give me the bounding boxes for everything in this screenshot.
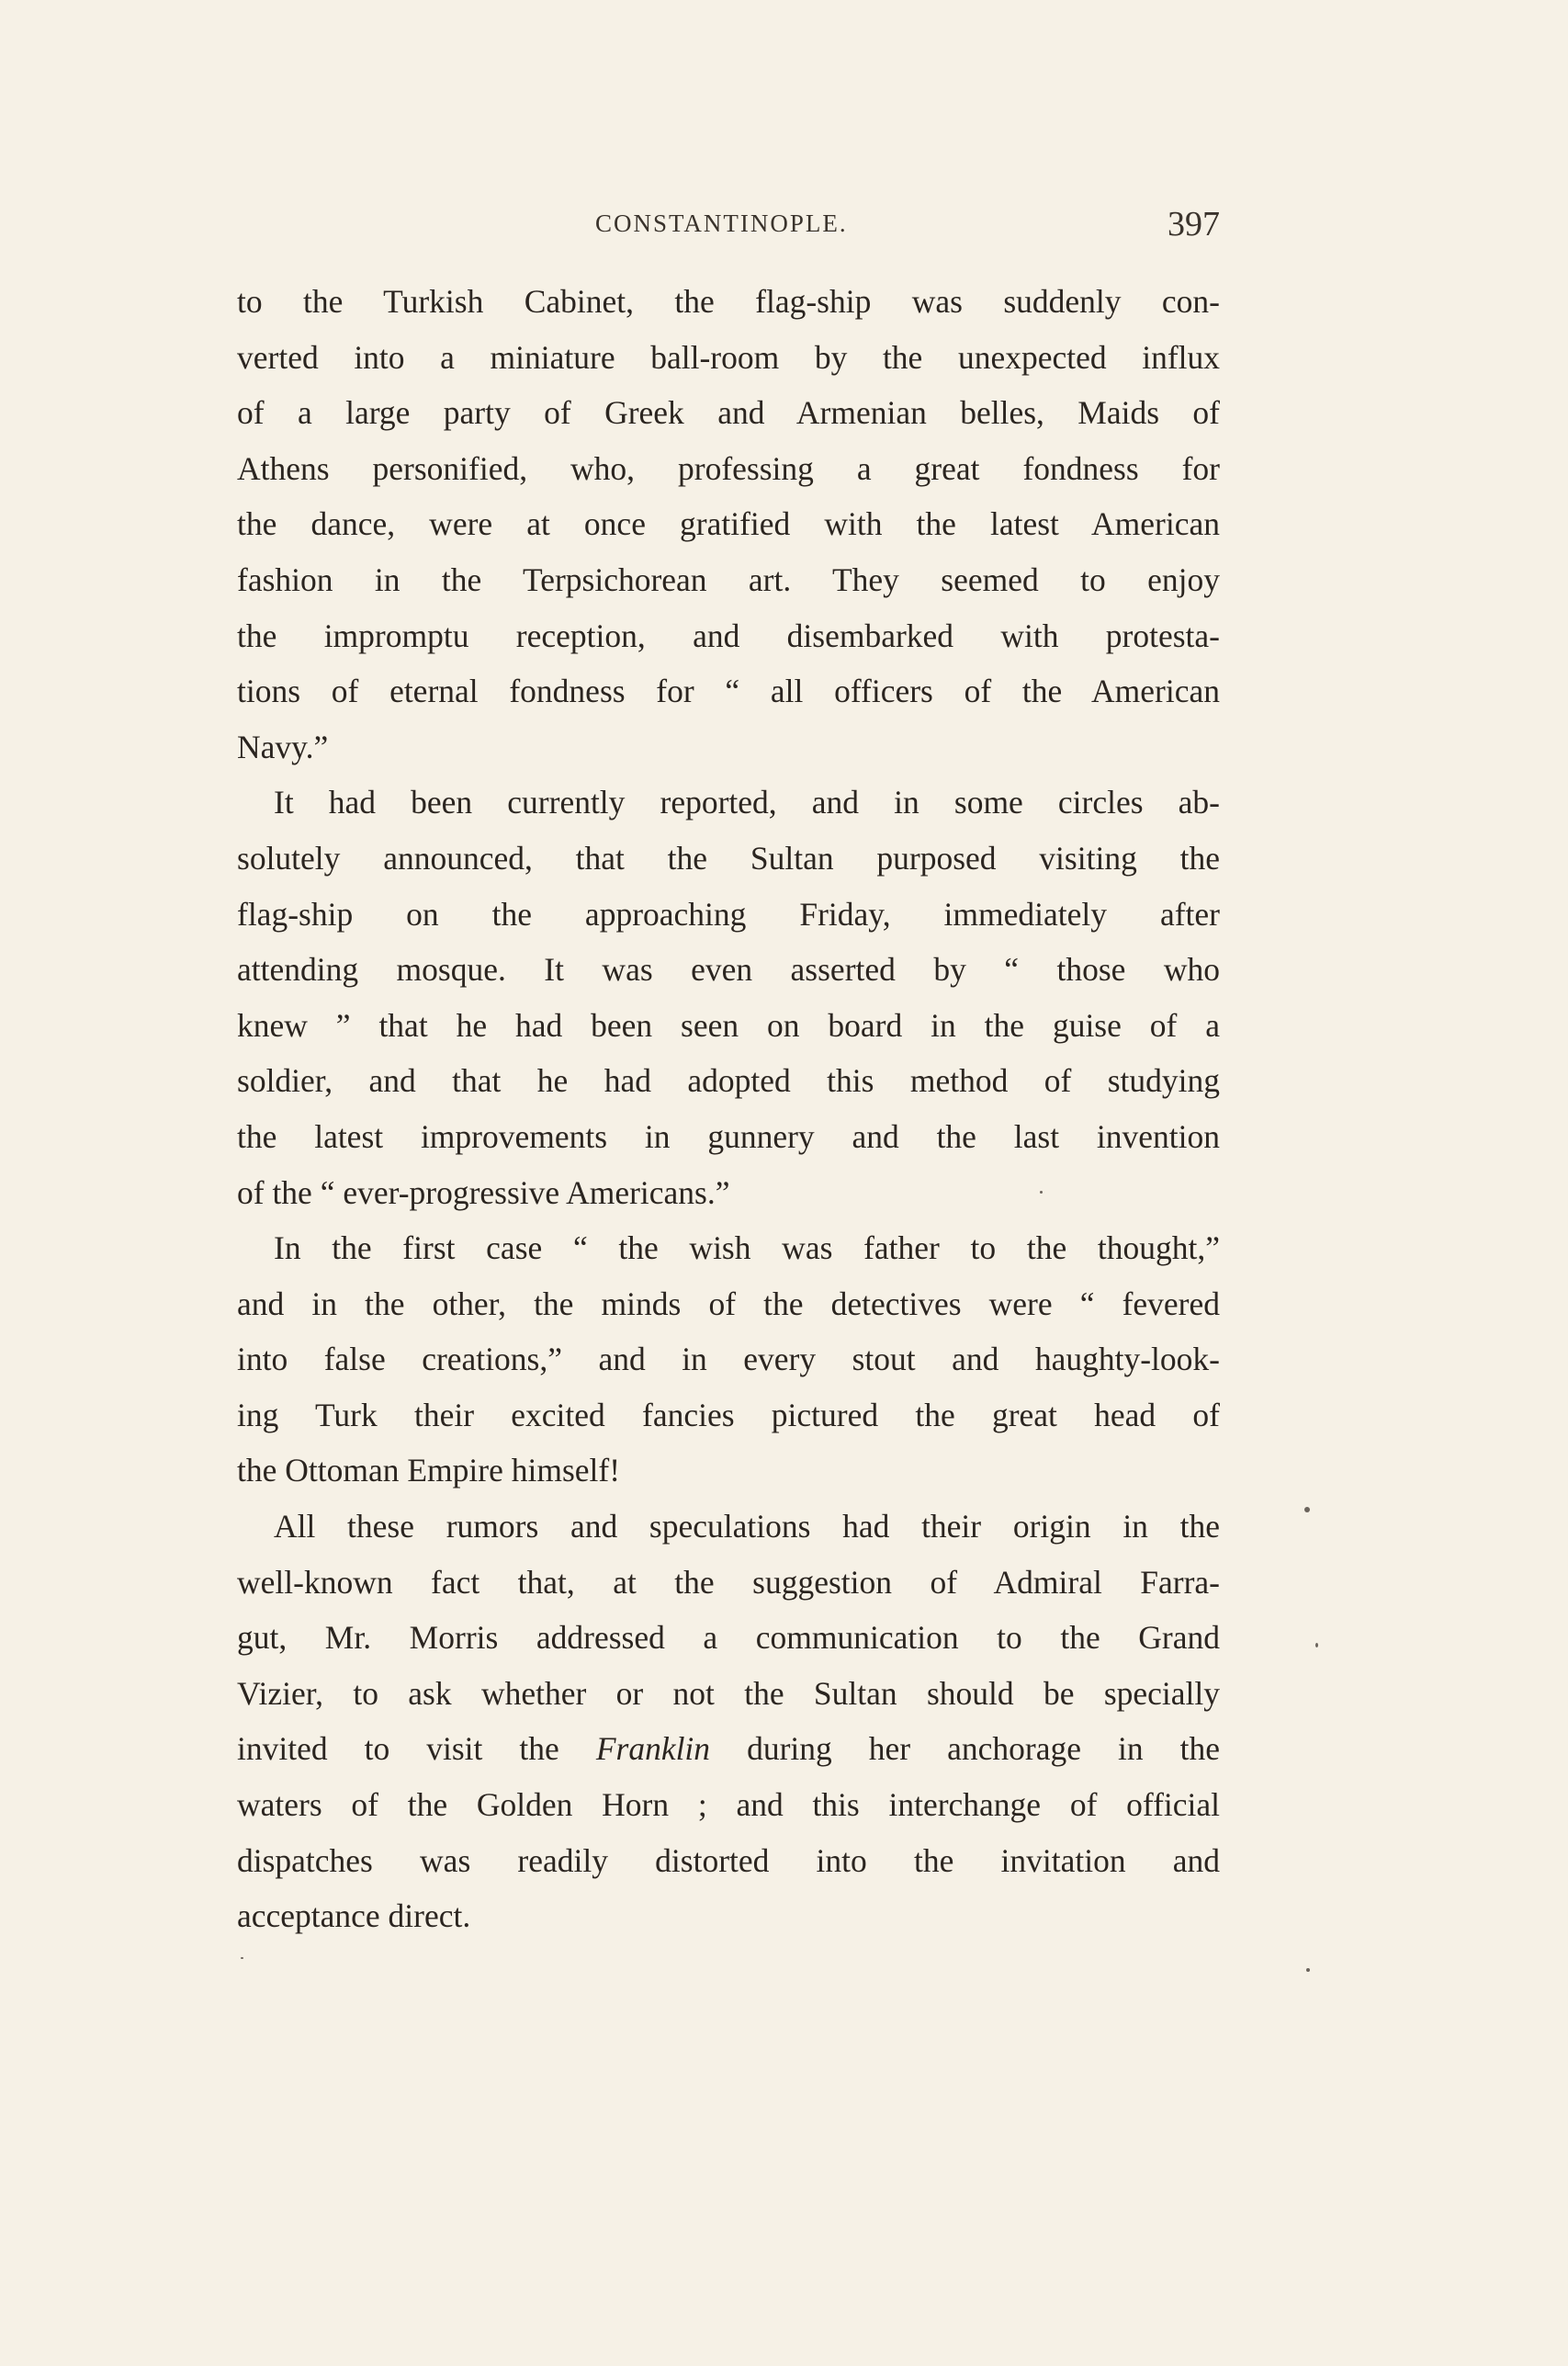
text-line: fashion in the Terpsichorean art. They seemed to enjoy <box>237 560 1220 598</box>
text-line: soldier, and that he had adopted this method of studying <box>237 1062 1220 1100</box>
text-line: gut, Mr. Morris addressed a communication to the Grand <box>237 1619 1220 1657</box>
paper-speck <box>1040 1191 1043 1194</box>
text-line: flag-ship on the approaching Friday, immediately after <box>237 895 1220 933</box>
text-line: into false creations,” and in every stout and haughty-look- <box>237 1341 1220 1378</box>
text-line: the Ottoman Empire himself! <box>237 1452 621 1489</box>
text-line: acceptance direct. <box>237 1897 471 1935</box>
text-line: tions of eternal fondness for “ all officers of the American <box>237 673 1220 710</box>
text-line: verted into a miniature ball-room by the unexpected influx <box>237 338 1220 376</box>
text-line: Navy.” <box>237 728 329 765</box>
text-line: to the Turkish Cabinet, the flag-ship was suddenly con- <box>237 283 1220 320</box>
text-line: In the first case “ the wish was father to the thought,” <box>274 1229 1220 1267</box>
ship-name-italic: Franklin <box>595 1730 711 1768</box>
text-line: waters of the Golden Horn ; and this interchange of official <box>237 1786 1220 1824</box>
running-head <box>237 204 1220 250</box>
text-line: Vizier, to ask whether or not the Sultan should be specially <box>237 1674 1220 1712</box>
text-line: solutely announced, that the Sultan purposed visiting the <box>237 839 1220 877</box>
body-text <box>237 274 1220 1944</box>
text-line: ing Turk their excited fancies pictured the great head of <box>237 1396 1220 1433</box>
text-line-with-italic <box>237 1721 1220 1777</box>
text-segment: during her anchorage in the <box>710 1730 1220 1768</box>
text-line: attending mosque. It was even asserted by “ those who <box>237 951 1220 989</box>
running-head-title: CONSTANTINOPLE. <box>595 209 848 237</box>
text-line: and in the other, the minds of the detectives were “ fevered <box>237 1285 1220 1322</box>
page-number: 397 <box>1168 205 1220 243</box>
paper-speck <box>241 1957 243 1959</box>
text-line: Athens personified, who, professing a great fondness for <box>237 449 1220 487</box>
text-line: It had been currently reported, and in some circles ab- <box>274 784 1220 821</box>
text-segment: invited to visit the <box>237 1730 596 1768</box>
text-line: the impromptu reception, and disembarked with protesta- <box>237 617 1220 654</box>
text-line: dispatches was readily distorted into the invitation and <box>237 1841 1220 1879</box>
paper-speck <box>1306 1968 1310 1972</box>
text-line: well-known fact that, at the suggestion of Admiral Farra- <box>237 1563 1220 1601</box>
text-line: of a large party of Greek and Armenian belles, Maids of <box>237 394 1220 432</box>
text-line: the dance, were at once gratified with the latest American <box>237 505 1220 543</box>
text-line: of the “ ever-progressive Americans.” <box>237 1173 730 1211</box>
text-line: the latest improvements in gunnery and the last invention <box>237 1117 1220 1155</box>
paper-speck <box>1304 1507 1310 1512</box>
text-line: knew ” that he had been seen on board in the guise of a <box>237 1006 1220 1044</box>
paper-speck <box>1315 1643 1318 1647</box>
text-line: All these rumors and speculations had their origin in the <box>274 1508 1220 1545</box>
